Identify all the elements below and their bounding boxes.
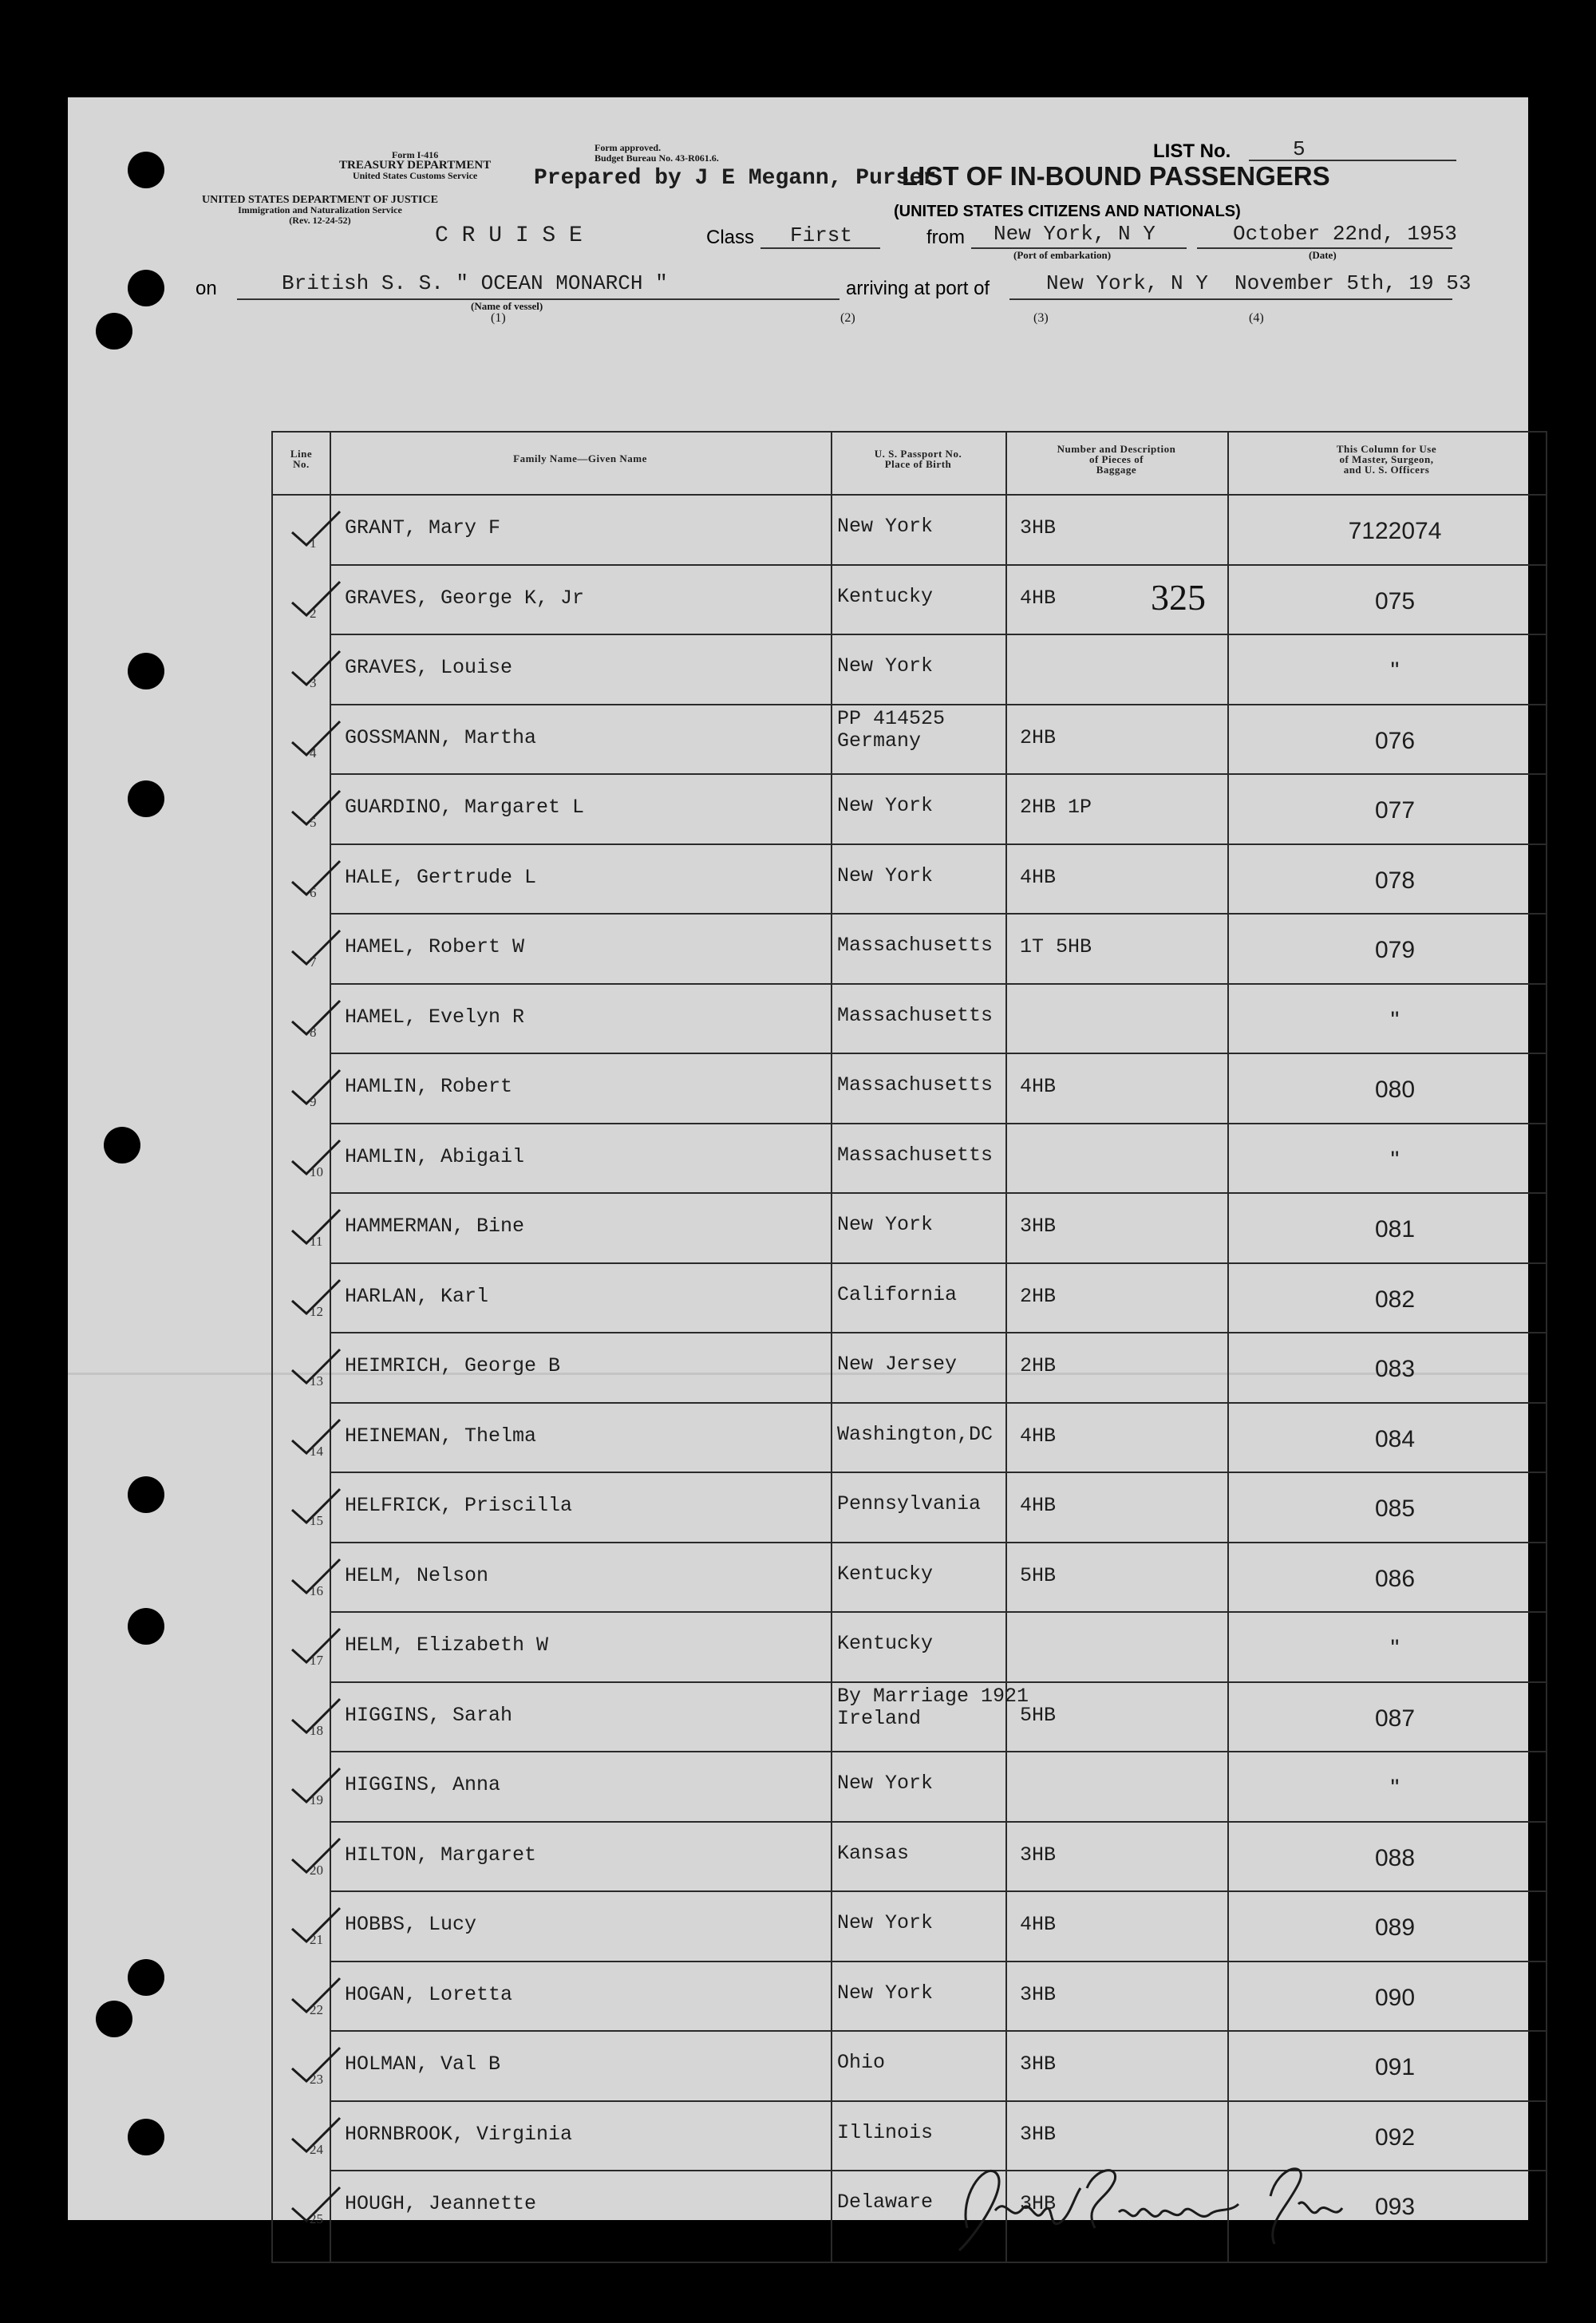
official-number: 081 — [1374, 1216, 1416, 1242]
treasury-dept: TREASURY DEPARTMENT — [339, 159, 492, 172]
line-number: 6 — [310, 884, 317, 900]
passport-or-naturalization: By Marriage 1921 — [837, 1684, 1029, 1708]
revision-date: (Rev. 12-24-52) — [289, 215, 351, 226]
header-baggage-line1: Number and Description — [1057, 443, 1176, 455]
table-row — [273, 1332, 1546, 1401]
justice-dept: UNITED STATES DEPARTMENT OF JUSTICE — [202, 194, 438, 206]
class-label: Class — [706, 227, 755, 248]
place-of-birth: Massachusetts — [837, 1003, 994, 1027]
place-of-birth: Massachusetts — [837, 1073, 994, 1096]
header-officers-line3: and U. S. Officers — [1343, 464, 1430, 476]
passport-or-naturalization: PP 414525 — [837, 706, 946, 730]
class-underline — [760, 247, 880, 249]
official-number: " — [1390, 1775, 1400, 1801]
header-baggage — [1005, 444, 1227, 475]
passenger-name: HAMLIN, Robert — [345, 1075, 513, 1098]
place-of-birth: New York — [837, 1213, 934, 1236]
baggage-count: 5HB — [1020, 1563, 1057, 1587]
punch-hole — [128, 653, 164, 689]
passenger-name: GOSSMANN, Martha — [345, 725, 537, 749]
table-row — [273, 1890, 1546, 1960]
baggage-count: 4HB — [1020, 1075, 1057, 1098]
official-number: 7122074 — [1348, 518, 1442, 544]
official-number: 089 — [1374, 1914, 1416, 1941]
line-number: 5 — [310, 815, 317, 830]
baggage-count: 2HB — [1020, 1354, 1057, 1377]
header-no-text: No. — [293, 458, 310, 470]
baggage-count: 3HB — [1020, 2052, 1057, 2076]
line-number: 18 — [310, 1722, 323, 1738]
form-approved-line: Form approved. — [595, 142, 662, 153]
place-of-birth: Kentucky — [837, 1562, 934, 1586]
header-officers — [1227, 444, 1546, 475]
official-number: 093 — [1374, 2194, 1416, 2220]
baggage-count: 3HB — [1020, 2122, 1057, 2146]
table-row — [273, 1472, 1546, 1541]
arriving-label: arriving at port of — [846, 278, 990, 299]
baggage-count: 5HB — [1020, 1703, 1057, 1727]
passenger-name: HOGAN, Loretta — [345, 1982, 513, 2006]
table-row — [273, 2170, 1546, 2239]
customs-service: United States Customs Service — [352, 170, 478, 181]
table-row — [273, 1262, 1546, 1332]
form-block — [339, 150, 491, 181]
passenger-name: GRANT, Mary F — [345, 516, 501, 539]
punch-hole — [96, 2001, 132, 2037]
line-number: 13 — [310, 1373, 323, 1389]
vessel-caption: (Name of vessel) — [471, 300, 543, 312]
place-of-birth: Kentucky — [837, 1632, 934, 1655]
handwritten-annotation: 325 — [1151, 577, 1206, 618]
class-value: First — [790, 223, 853, 247]
punch-hole — [128, 1476, 164, 1513]
table-row — [273, 1192, 1546, 1262]
table-row — [273, 1123, 1546, 1192]
official-number: " — [1390, 658, 1400, 684]
from-value: New York, N Y — [994, 222, 1156, 246]
official-number: 079 — [1374, 937, 1416, 963]
place-of-birth: New Jersey — [837, 1353, 958, 1376]
passenger-name: GRAVES, Louise — [345, 656, 513, 679]
place-of-birth: Ireland — [837, 1706, 922, 1730]
punch-hole — [128, 270, 164, 306]
column-number-2: (2) — [840, 311, 855, 325]
header-name: Family Name—Given Name — [513, 452, 647, 464]
table-row — [273, 704, 1546, 773]
place-of-birth: New York — [837, 1772, 934, 1795]
header-line-no — [273, 448, 330, 469]
line-number: 1 — [310, 535, 317, 551]
line-number: 12 — [310, 1303, 323, 1319]
table-row — [273, 1542, 1546, 1611]
form-number: Form I-416 — [391, 149, 439, 160]
punch-hole — [128, 780, 164, 817]
baggage-count: 2HB — [1020, 1284, 1057, 1308]
line-number: 22 — [310, 2001, 323, 2017]
line-number: 8 — [310, 1024, 317, 1040]
date-caption: (Date) — [1309, 249, 1337, 261]
place-of-birth: California — [837, 1282, 958, 1306]
official-number: " — [1390, 1635, 1400, 1661]
passenger-name: HELM, Elizabeth W — [345, 1634, 549, 1657]
passenger-name: HELFRICK, Priscilla — [345, 1494, 573, 1517]
official-number: 076 — [1374, 727, 1416, 754]
table-row — [273, 1821, 1546, 1890]
line-number: 2 — [310, 605, 317, 621]
passenger-name: HORNBROOK, Virginia — [345, 2122, 573, 2146]
official-number: 088 — [1374, 1844, 1416, 1871]
table-row — [273, 634, 1546, 703]
baggage-count: 4HB — [1020, 865, 1057, 889]
baggage-count: 2HB 1P — [1020, 796, 1092, 819]
column-number-3: (3) — [1033, 311, 1049, 325]
table-row — [273, 983, 1546, 1053]
place-of-birth: Pennsylvania — [837, 1492, 982, 1515]
dept-block — [202, 195, 438, 226]
line-number: 7 — [310, 954, 317, 970]
official-number: " — [1390, 1006, 1400, 1033]
line-number: 19 — [310, 1792, 323, 1807]
line-number: 25 — [310, 2211, 323, 2226]
table-row — [273, 2030, 1546, 2100]
list-no-underline — [1249, 160, 1456, 161]
place-of-birth: Massachusetts — [837, 1143, 994, 1167]
baggage-count: 3HB — [1020, 1843, 1057, 1867]
official-number: 083 — [1374, 1356, 1416, 1382]
official-number: 084 — [1374, 1425, 1416, 1452]
passenger-name: HIGGINS, Anna — [345, 1773, 501, 1796]
table-row — [273, 913, 1546, 982]
arrival-underline — [1009, 298, 1452, 300]
place-of-birth: New York — [837, 654, 934, 678]
line-number: 9 — [310, 1094, 317, 1109]
table-row — [273, 494, 1546, 563]
place-of-birth: New York — [837, 863, 934, 887]
line-number: 3 — [310, 675, 317, 690]
official-number: " — [1390, 1146, 1400, 1173]
punch-hole — [128, 2119, 164, 2155]
passenger-name: HARLAN, Karl — [345, 1284, 489, 1308]
header-line-text: Line — [290, 448, 313, 460]
arrival-date: November 5th, 19 53 — [1235, 271, 1472, 295]
ins-service: Immigration and Naturalization Service — [238, 204, 402, 215]
baggage-count: 3HB — [1020, 1982, 1057, 2006]
passenger-name: GUARDINO, Margaret L — [345, 796, 585, 819]
place-of-birth: Kentucky — [837, 584, 934, 608]
line-number: 10 — [310, 1163, 323, 1179]
table-row — [273, 1053, 1546, 1122]
line-number: 20 — [310, 1862, 323, 1878]
official-number: 087 — [1374, 1705, 1416, 1732]
on-label: on — [196, 278, 217, 299]
place-of-birth: Ohio — [837, 2051, 886, 2074]
form-approved — [595, 143, 719, 164]
place-of-birth: New York — [837, 1981, 934, 2005]
table-row — [273, 2100, 1546, 2170]
baggage-count: 4HB — [1020, 1494, 1057, 1517]
line-number: 23 — [310, 2072, 323, 2087]
official-number: 082 — [1374, 1286, 1416, 1313]
header-passport-line1: U. S. Passport No. — [874, 448, 962, 460]
baggage-count: 4HB — [1020, 586, 1057, 610]
passenger-name: HEIMRICH, George B — [345, 1354, 561, 1377]
vessel-name: British S. S. " OCEAN MONARCH " — [282, 271, 668, 295]
table-row — [273, 564, 1546, 634]
column-number-4: (4) — [1249, 311, 1264, 325]
passenger-name: HALE, Gertrude L — [345, 865, 537, 889]
official-number: 091 — [1374, 2054, 1416, 2080]
form-title: LIST OF IN-BOUND PASSENGERS — [902, 161, 1330, 191]
prepared-by: Prepared by J E Megann, Purser — [534, 166, 937, 191]
baggage-count: 4HB — [1020, 1913, 1057, 1936]
header-baggage-line2: of Pieces of — [1088, 453, 1144, 465]
line-number: 4 — [310, 745, 317, 761]
list-no-label: LIST No. — [1153, 140, 1231, 162]
passenger-name: HAMEL, Evelyn R — [345, 1005, 525, 1029]
passenger-name: HAMEL, Robert W — [345, 935, 525, 958]
table-row — [273, 1611, 1546, 1681]
passenger-name: HEINEMAN, Thelma — [345, 1424, 537, 1448]
baggage-count: 3HB — [1020, 1215, 1057, 1238]
passenger-name: HOUGH, Jeannette — [345, 2192, 537, 2215]
place-of-birth: Massachusetts — [837, 934, 994, 957]
budget-bureau-line: Budget Bureau No. 43-R061.6. — [595, 152, 719, 164]
port-caption: (Port of embarkation) — [1013, 249, 1112, 261]
place-of-birth: New York — [837, 1911, 934, 1934]
cruise-label: C R U I S E — [435, 223, 583, 248]
arrival-port: New York, N Y — [1046, 271, 1208, 295]
header-officers-line1: This Column for Use — [1336, 443, 1437, 455]
line-number: 15 — [310, 1513, 323, 1528]
official-number: 080 — [1374, 1077, 1416, 1103]
passenger-name: HAMLIN, Abigail — [345, 1144, 525, 1168]
punch-hole — [128, 152, 164, 188]
header-officers-line2: of Master, Surgeon, — [1339, 453, 1434, 465]
passenger-name: GRAVES, George K, Jr — [345, 586, 585, 610]
baggage-count: 1T 5HB — [1020, 935, 1092, 958]
table-row — [273, 1961, 1546, 2030]
baggage-count: 4HB — [1020, 1424, 1057, 1448]
passenger-name: HOBBS, Lucy — [345, 1913, 477, 1936]
official-number: 085 — [1374, 1495, 1416, 1522]
place-of-birth: Germany — [837, 729, 922, 753]
punch-hole — [96, 313, 132, 350]
table-row — [273, 773, 1546, 843]
place-of-birth: New York — [837, 515, 934, 538]
line-number: 24 — [310, 2141, 323, 2157]
baggage-count: 3HB — [1020, 2192, 1057, 2215]
passenger-name: HILTON, Margaret — [345, 1843, 537, 1867]
header-passport-line2: Place of Birth — [884, 458, 952, 470]
official-number: 092 — [1374, 2123, 1416, 2151]
official-number: 077 — [1374, 797, 1416, 824]
official-number: 090 — [1374, 1984, 1416, 2011]
passenger-name: HAMMERMAN, Bine — [345, 1215, 525, 1238]
form-subtitle: (UNITED STATES CITIZENS AND NATIONALS) — [894, 203, 1241, 220]
punch-hole — [104, 1127, 140, 1163]
document-sheet — [68, 97, 1528, 2226]
place-of-birth: Delaware — [837, 2191, 934, 2214]
line-number: 11 — [310, 1234, 323, 1249]
table-row — [273, 1681, 1546, 1751]
table-row — [273, 843, 1546, 913]
line-number: 16 — [310, 1582, 323, 1598]
table-row — [273, 1402, 1546, 1472]
official-number: 086 — [1374, 1565, 1416, 1592]
line-number: 14 — [310, 1443, 323, 1459]
date-value: October 22nd, 1953 — [1233, 222, 1457, 246]
passenger-table — [271, 431, 1547, 2263]
place-of-birth: Washington,DC — [837, 1422, 994, 1446]
official-number: 078 — [1374, 867, 1416, 894]
list-no-value: 5 — [1293, 137, 1306, 161]
passenger-name: HELM, Nelson — [345, 1563, 489, 1587]
punch-hole — [128, 1608, 164, 1645]
passenger-name: HIGGINS, Sarah — [345, 1703, 513, 1727]
place-of-birth: New York — [837, 794, 934, 817]
punch-hole — [128, 1959, 164, 1996]
place-of-birth: Kansas — [837, 1841, 910, 1865]
line-number: 17 — [310, 1653, 323, 1668]
baggage-count: 2HB — [1020, 725, 1057, 749]
header-passport — [831, 448, 1005, 469]
column-number-1: (1) — [491, 311, 506, 325]
baggage-count: 3HB — [1020, 516, 1057, 539]
table-row — [273, 1751, 1546, 1820]
inspector-signature — [935, 2148, 1350, 2260]
official-number: 075 — [1374, 587, 1416, 614]
line-number: 21 — [310, 1932, 323, 1947]
passenger-name: HOLMAN, Val B — [345, 2052, 501, 2076]
header-baggage-line3: Baggage — [1096, 464, 1137, 476]
place-of-birth: Illinois — [837, 2120, 934, 2144]
from-label: from — [926, 227, 965, 248]
